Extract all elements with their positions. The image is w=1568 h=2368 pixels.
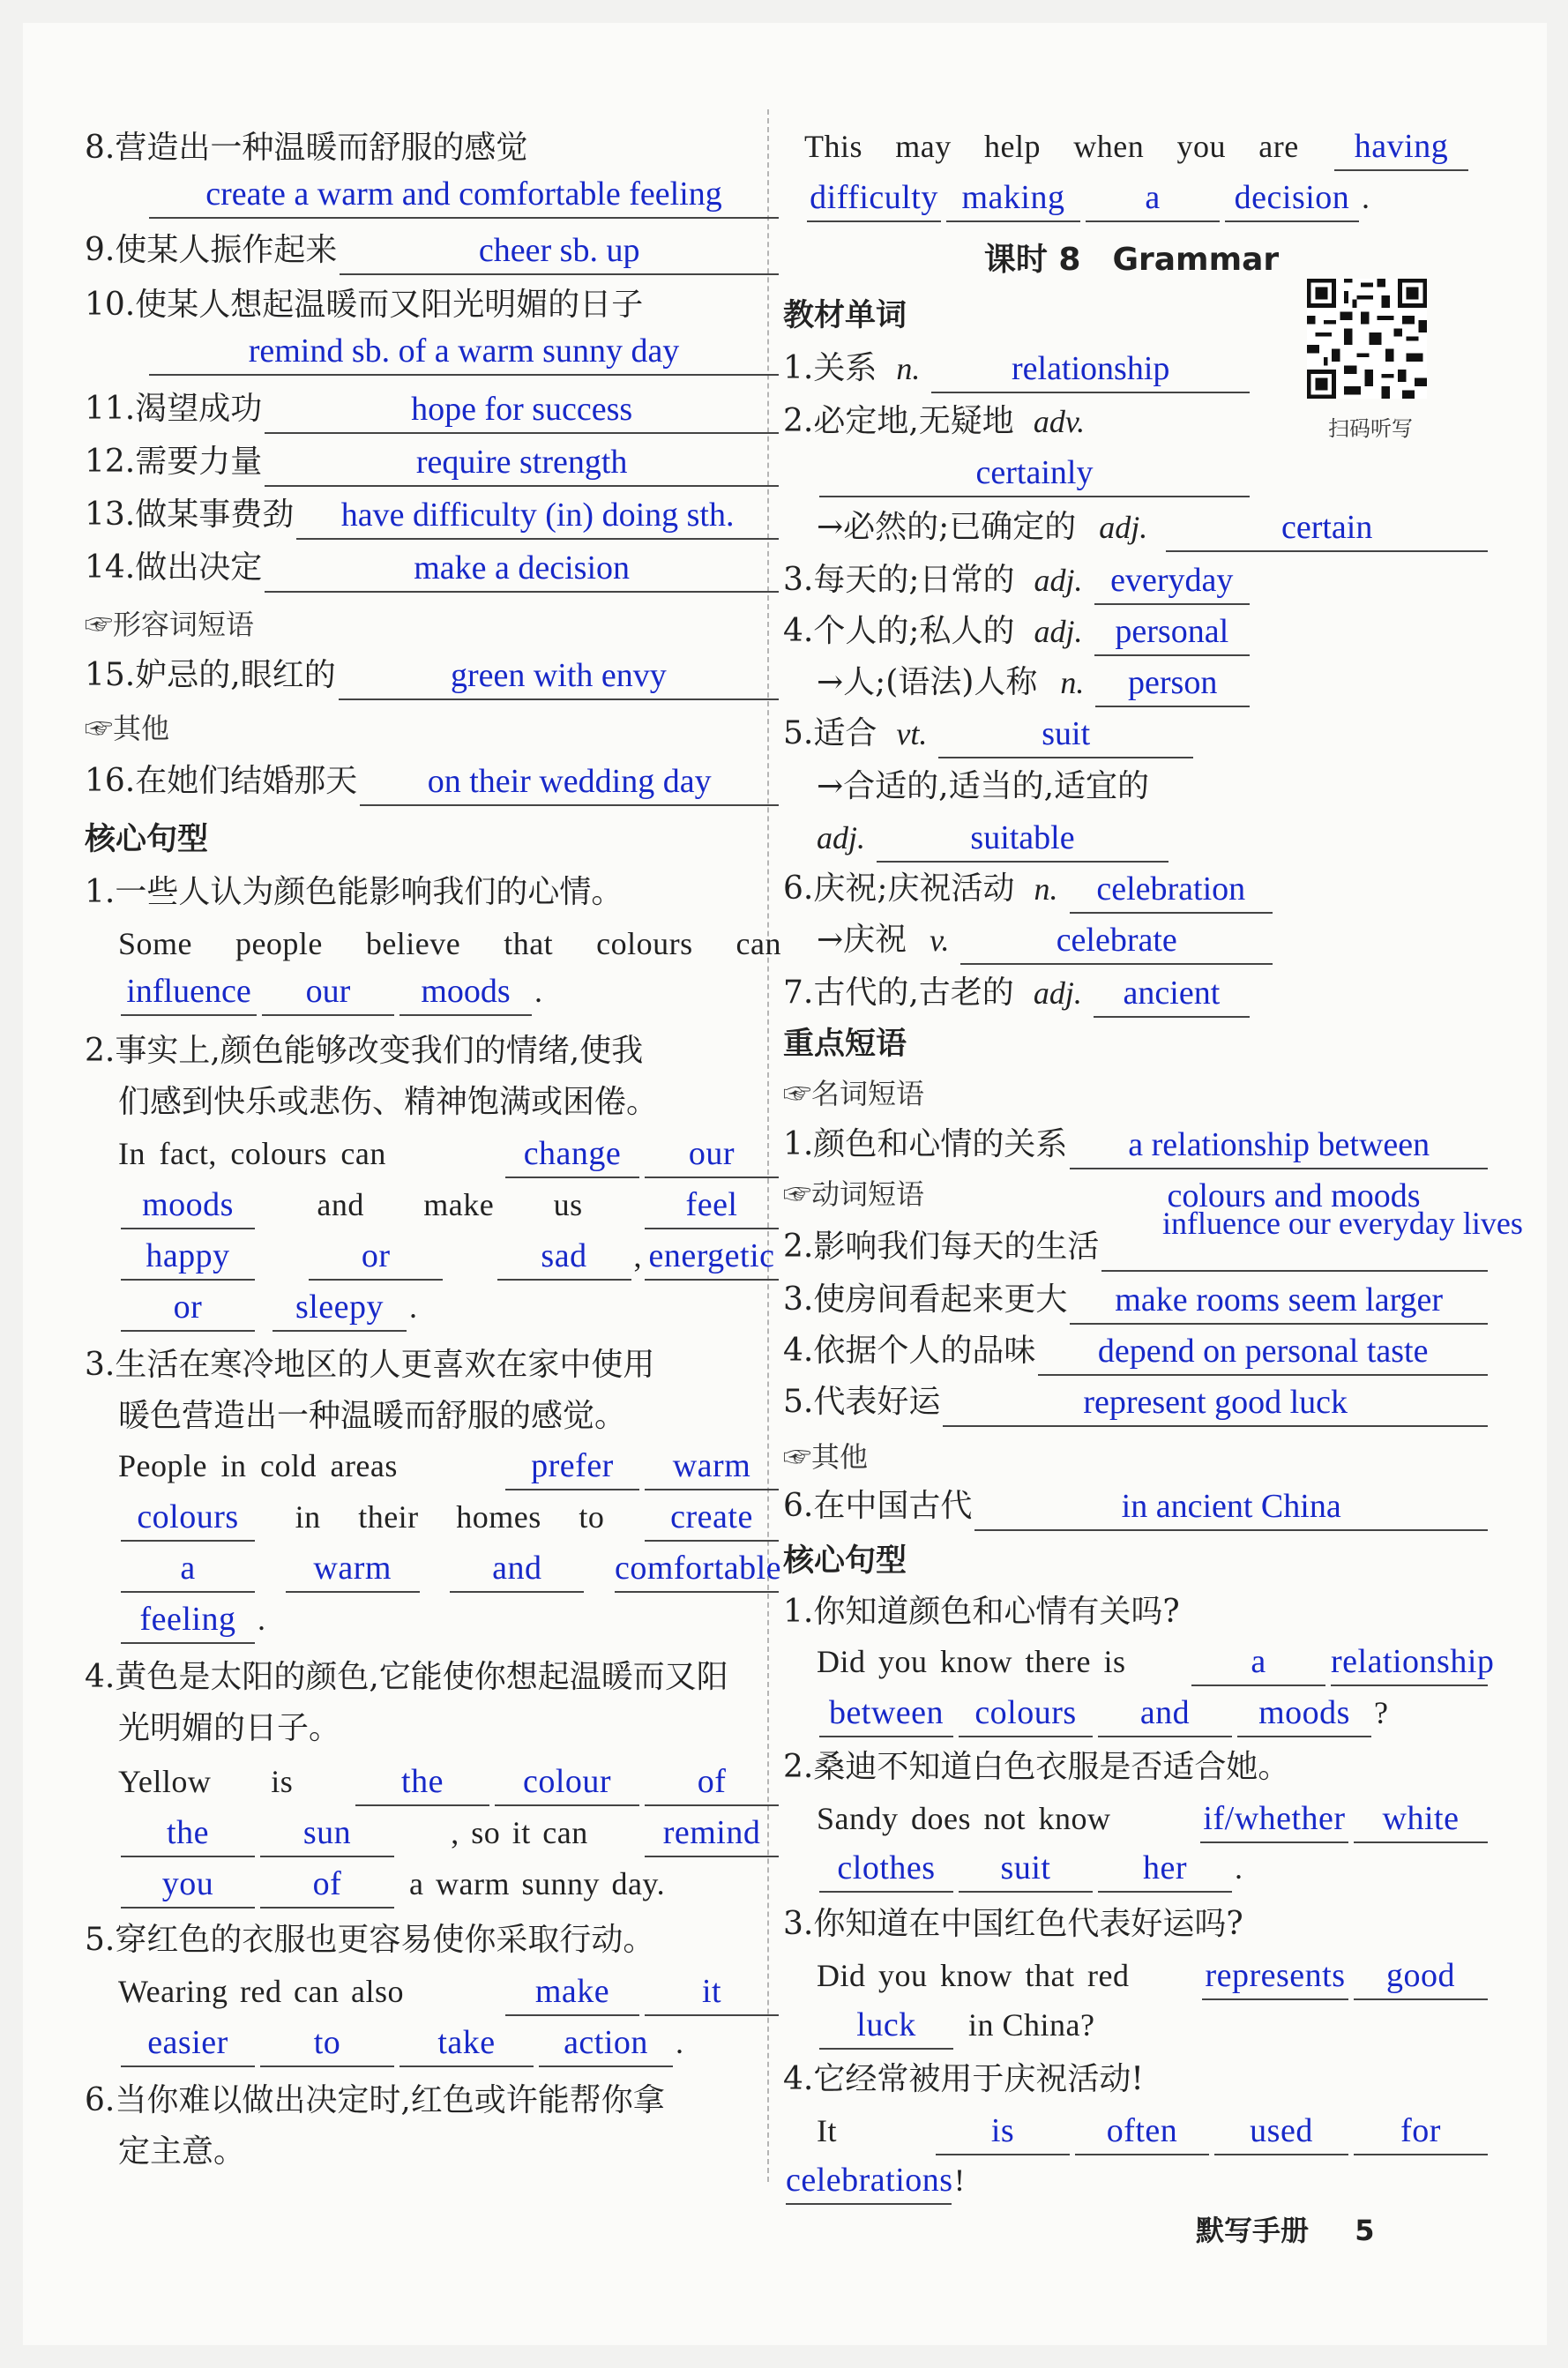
vocab-5: 5. 适合 vt. suit (783, 709, 1196, 758)
answer-blank[interactable]: our (645, 1134, 779, 1178)
answer-blank[interactable]: sad (497, 1236, 631, 1281)
answer-blank[interactable]: or (309, 1236, 443, 1281)
answer-blank[interactable]: make a decision (265, 549, 779, 593)
answer-blank[interactable]: feel (645, 1185, 779, 1229)
r4-prompt: 4.它经常被用于庆祝活动! (783, 2061, 1144, 2097)
s1-prompt: 1.一些人认为颜色能影响我们的心情。 (85, 874, 623, 910)
page-footer (1196, 2208, 1375, 2249)
phrase-2: 2. 影响我们每天的生活 (783, 1222, 1490, 1272)
answer-blank[interactable]: making (946, 178, 1080, 222)
answer-blank[interactable]: represent good luck (943, 1383, 1488, 1427)
s3-prompt-1: 3.生活在寒冷地区的人更喜欢在家中使用 (85, 1347, 655, 1383)
answer-blank[interactable]: of (260, 1864, 394, 1909)
qr-code-icon[interactable] (1307, 279, 1427, 399)
answer-blank[interactable]: our (262, 972, 394, 1016)
key-phrases-header: 重点短语 (783, 1027, 907, 1062)
answer-blank[interactable]: if/whether (1200, 1799, 1348, 1843)
answer-blank[interactable]: colours (959, 1693, 1093, 1737)
answer-blank[interactable]: decision (1225, 178, 1359, 222)
r3-line-2: luck in China? (783, 2000, 1506, 2050)
other-phrase-header: ☞其他 (783, 1440, 869, 1474)
phrase-3: 3. 使房间看起来更大 make rooms seem larger (783, 1275, 1490, 1325)
vocab-4: 4. 个人的;私人的 adj. personal (783, 607, 1252, 656)
answer-blank[interactable] (1101, 1228, 1488, 1272)
answer-blank[interactable]: remind (645, 1813, 779, 1857)
workbook-page (23, 23, 1547, 2345)
answer-blank[interactable]: often (1075, 2111, 1209, 2155)
answer-blank[interactable]: create (645, 1498, 779, 1542)
item-10-prompt: 10.使某人想起温暖而又阳光明媚的日子 (85, 287, 644, 323)
answer-blank[interactable]: suit (938, 714, 1193, 758)
phrase-4: 4. 依据个人的品味 depend on personal taste (783, 1326, 1490, 1376)
answer-blank[interactable]: moods (399, 972, 532, 1016)
answer-blank[interactable]: luck (819, 2006, 953, 2050)
r4-line-2: celebrations ! (783, 2155, 1506, 2205)
s2-line-1: In fact, colours can change our (85, 1129, 781, 1178)
answer-blank[interactable]: moods (121, 1185, 255, 1229)
answer-blank[interactable]: energetic (645, 1236, 779, 1281)
answer-blank[interactable]: colour (495, 1762, 639, 1806)
verb-phrase-header: ☞动词短语 (783, 1177, 925, 1211)
answer-blank[interactable]: sleepy (273, 1288, 407, 1332)
answer-blank[interactable]: white (1354, 1799, 1488, 1843)
answer-blank[interactable]: and (450, 1549, 584, 1593)
answer-blank[interactable]: the (355, 1762, 489, 1806)
answer-blank[interactable]: everyday (1094, 561, 1250, 605)
item-13: 13. 做某事费劲 have difficulty (in) doing sth. (85, 490, 781, 540)
s2-line-2: moods and make us feel (85, 1180, 781, 1229)
lesson-title: 课时 8 Grammar (983, 242, 1280, 278)
s3-line-3 (85, 1543, 781, 1593)
answer-blank[interactable]: a (121, 1549, 255, 1593)
answer-blank[interactable]: the (121, 1813, 255, 1857)
answer-blank[interactable]: require strength (265, 443, 779, 487)
s5-line-2: easier to take action . (85, 2018, 781, 2067)
book-name: 默写手册 (1196, 2214, 1310, 2247)
answer-blank[interactable]: happy (121, 1236, 255, 1281)
answer-blank[interactable]: green with envy (339, 656, 779, 700)
s4-prompt-1: 4.黄色是太阳的颜色,它能使你想起温暖而又阳 (85, 1659, 728, 1695)
vocab-4-derived: →人;(语法)人称 n. person (783, 658, 1252, 707)
vocab-6-derived: →庆祝 v. celebrate (783, 915, 1275, 965)
answer-blank[interactable]: celebration (1070, 870, 1273, 914)
answer-blank[interactable]: create a warm and comfortable feeling (149, 175, 779, 219)
answer-blank[interactable]: colours (121, 1498, 255, 1542)
r3-prompt: 3.你知道在中国红色代表好运吗? (783, 1906, 1243, 1942)
s5-line-1: Wearing red can also make it (85, 1967, 781, 2016)
answer-blank[interactable]: her (1098, 1849, 1232, 1893)
answer-blank[interactable]: certainly (819, 453, 1250, 497)
vocab-7: 7. 古代的,古老的 adj. ancient (783, 968, 1252, 1018)
answer-blank[interactable]: good (1354, 1956, 1488, 2000)
s4-prompt-2: 光明媚的日子。 (118, 1710, 341, 1746)
answer-blank[interactable]: personal (1094, 612, 1250, 656)
answer-blank[interactable]: suitable (877, 818, 1169, 863)
answer-blank[interactable]: a (1086, 178, 1220, 222)
item-10-answer-line (85, 326, 781, 376)
s3-prompt-2: 暖色营造出一种温暖而舒服的感觉。 (118, 1398, 627, 1434)
answer-blank[interactable]: suit (959, 1849, 1093, 1893)
s2-line-3: happy or sad , energetic (85, 1231, 781, 1281)
vocab-2-answer (783, 448, 1252, 497)
answer-blank[interactable]: of (645, 1762, 779, 1806)
answer-blank[interactable]: sun (260, 1813, 394, 1857)
s4-line-1: Yellow is the colour of (85, 1757, 781, 1806)
r2-prompt: 2.桑迪不知道白色衣服是否适合她。 (783, 1749, 1290, 1785)
answer-blank[interactable]: represents (1202, 1956, 1348, 2000)
s2-prompt-2: 们感到快乐或悲伤、精神饱满或困倦。 (118, 1084, 659, 1120)
item-9: 9. 使某人振作起来 cheer sb. up (85, 226, 781, 275)
continued-sentence-2: difficulty making a decision . (804, 173, 1471, 222)
answer-blank[interactable]: moods (1237, 1693, 1371, 1737)
item-8-prompt: 8.营造出一种温暖而舒服的感觉 (85, 130, 528, 166)
answer-blank[interactable]: for (1354, 2111, 1488, 2155)
item-8-answer-line (85, 169, 781, 219)
answer-blank[interactable]: warm (645, 1446, 779, 1490)
r3-line-1: Did you know that red represents good (783, 1951, 1490, 2000)
answer-blank[interactable]: change (505, 1134, 639, 1178)
vocab-2-derived: →必然的;已确定的 adj. certain (783, 503, 1490, 552)
answer-blank[interactable]: prefer (505, 1446, 639, 1490)
s6-prompt-2: 定主意。 (118, 2133, 246, 2170)
item-12: 12. 需要力量 require strength (85, 437, 781, 487)
answer-blank[interactable]: celebrations (786, 2161, 952, 2205)
answer-blank[interactable]: you (121, 1864, 255, 1909)
answer-blank[interactable]: relationship (1331, 1642, 1488, 1686)
s1-answers: influence our moods . (85, 967, 781, 1016)
s3-line-2: colours in their homes to create (85, 1492, 781, 1542)
r1-line-1: Did you know there is a relationship (783, 1637, 1490, 1686)
answer-blank[interactable]: on their wedding day (360, 762, 779, 806)
vocab-3: 3. 每天的;日常的 adj. everyday (783, 556, 1252, 605)
page-number: 5 (1355, 2214, 1375, 2247)
answer-blank[interactable]: depend on personal taste (1038, 1332, 1488, 1376)
answer-blank[interactable]: in ancient China (974, 1487, 1488, 1531)
answer-blank[interactable]: remind sb. of a warm sunny day (149, 332, 779, 376)
s3-line-1: People in cold areas prefer warm (85, 1441, 781, 1490)
s2-line-4: or sleepy . (85, 1282, 781, 1332)
s4-line-3: you of a warm sunny day. (85, 1859, 781, 1909)
item-14: 14. 做出决定 make a decision (85, 543, 781, 593)
answer-blank[interactable]: certain (1166, 508, 1488, 552)
s2-prompt-1: 2.事实上,颜色能够改变我们的情绪,使我 (85, 1033, 644, 1069)
item-11: 11. 渴望成功 hope for success (85, 385, 781, 434)
answer-blank[interactable]: ancient (1094, 974, 1250, 1018)
answer-blank[interactable]: difficulty (807, 178, 941, 222)
answer-blank[interactable]: influence (121, 972, 257, 1016)
answer-blank[interactable]: it (645, 1972, 779, 2016)
s6-prompt-1: 6.当你难以做出决定时,红色或许能帮你拿 (85, 2082, 665, 2118)
answer-blank[interactable]: and (1098, 1693, 1232, 1737)
s3-line-4: feeling . (85, 1595, 781, 1644)
phrase-1: 1. 颜色和心情的关系 a relationship between (783, 1120, 1490, 1169)
phrase-2-answer-text: influence our everyday lives (1162, 1206, 1523, 1241)
answer-blank[interactable]: feeling (121, 1600, 255, 1644)
answer-blank[interactable]: clothes (819, 1849, 953, 1893)
answer-blank[interactable]: a (1191, 1642, 1325, 1686)
answer-blank[interactable]: colours and moods (1167, 1177, 1421, 1214)
answer-blank[interactable]: or (121, 1288, 255, 1332)
vocab-5-derived: →合适的,适当的,适宜的 (817, 768, 1150, 804)
continued-sentence-1: This may help when you are having (804, 122, 1471, 171)
qr-label: 扫码听写 (1328, 416, 1413, 441)
answer-blank[interactable]: action (539, 2023, 673, 2067)
r2-line-2: clothes suit her . (783, 1843, 1506, 1893)
answer-blank[interactable]: make rooms seem larger (1070, 1281, 1488, 1325)
answer-blank[interactable]: make (505, 1972, 639, 2016)
other-header: ☞其他 (85, 712, 170, 745)
core-sentence-header: 核心句型 (85, 822, 209, 857)
answer-blank[interactable]: used (1214, 2111, 1348, 2155)
answer-blank[interactable]: easier (121, 2023, 255, 2067)
answer-blank[interactable]: warm (286, 1549, 420, 1593)
adj-phrase-header: ☞形容词短语 (85, 608, 255, 641)
answer-blank[interactable]: comfortable (615, 1549, 779, 1593)
r1-prompt: 1.你知道颜色和心情有关吗? (783, 1594, 1180, 1630)
answer-blank[interactable]: celebrate (960, 921, 1273, 965)
r4-line-1: It is often used for (783, 2106, 1490, 2155)
r1-line-2: between colours and moods ? (783, 1688, 1506, 1737)
vocab-6: 6. 庆祝;庆祝活动 n. celebration (783, 864, 1275, 914)
r2-line-1: Sandy does not know if/whether white (783, 1794, 1490, 1843)
s5-prompt: 5.穿红色的衣服也更容易使你采取行动。 (85, 1922, 655, 1958)
answer-blank[interactable]: take (399, 2023, 534, 2067)
answer-blank[interactable]: person (1095, 663, 1250, 707)
textbook-vocab-header: 教材单词 (783, 298, 907, 333)
answer-blank[interactable]: a relationship between (1070, 1125, 1488, 1169)
answer-blank[interactable]: between (819, 1693, 953, 1737)
s1-english: Some people believe that colours can (118, 926, 781, 961)
vocab-5-derived-answer: adj. suitable (783, 813, 1171, 863)
s4-line-2: the sun , so it can remind (85, 1808, 781, 1857)
item-15: 15. 妒忌的,眼红的 green with envy (85, 651, 781, 700)
item-16: 16. 在她们结婚那天 on their wedding day (85, 757, 781, 806)
answer-blank[interactable]: hope for success (265, 390, 779, 434)
answer-blank[interactable]: is (936, 2111, 1070, 2155)
answer-blank[interactable]: cheer sb. up (340, 231, 779, 275)
phrase-5: 5. 代表好运 represent good luck (783, 1378, 1490, 1427)
core-sentence-header-right: 核心句型 (783, 1543, 907, 1579)
answer-blank[interactable]: to (260, 2023, 394, 2067)
noun-phrase-header: ☞名词短语 (783, 1077, 925, 1110)
answer-blank[interactable]: relationship (931, 349, 1250, 393)
vocab-1: 1. 关系 n. relationship (783, 344, 1252, 393)
phrase-6: 6. 在中国古代 in ancient China (783, 1482, 1490, 1531)
vocab-2: 2. 必定地,无疑地 adv. (783, 403, 1086, 439)
answer-blank[interactable]: have difficulty (in) doing sth. (296, 496, 779, 540)
answer-blank[interactable]: having (1334, 127, 1468, 171)
